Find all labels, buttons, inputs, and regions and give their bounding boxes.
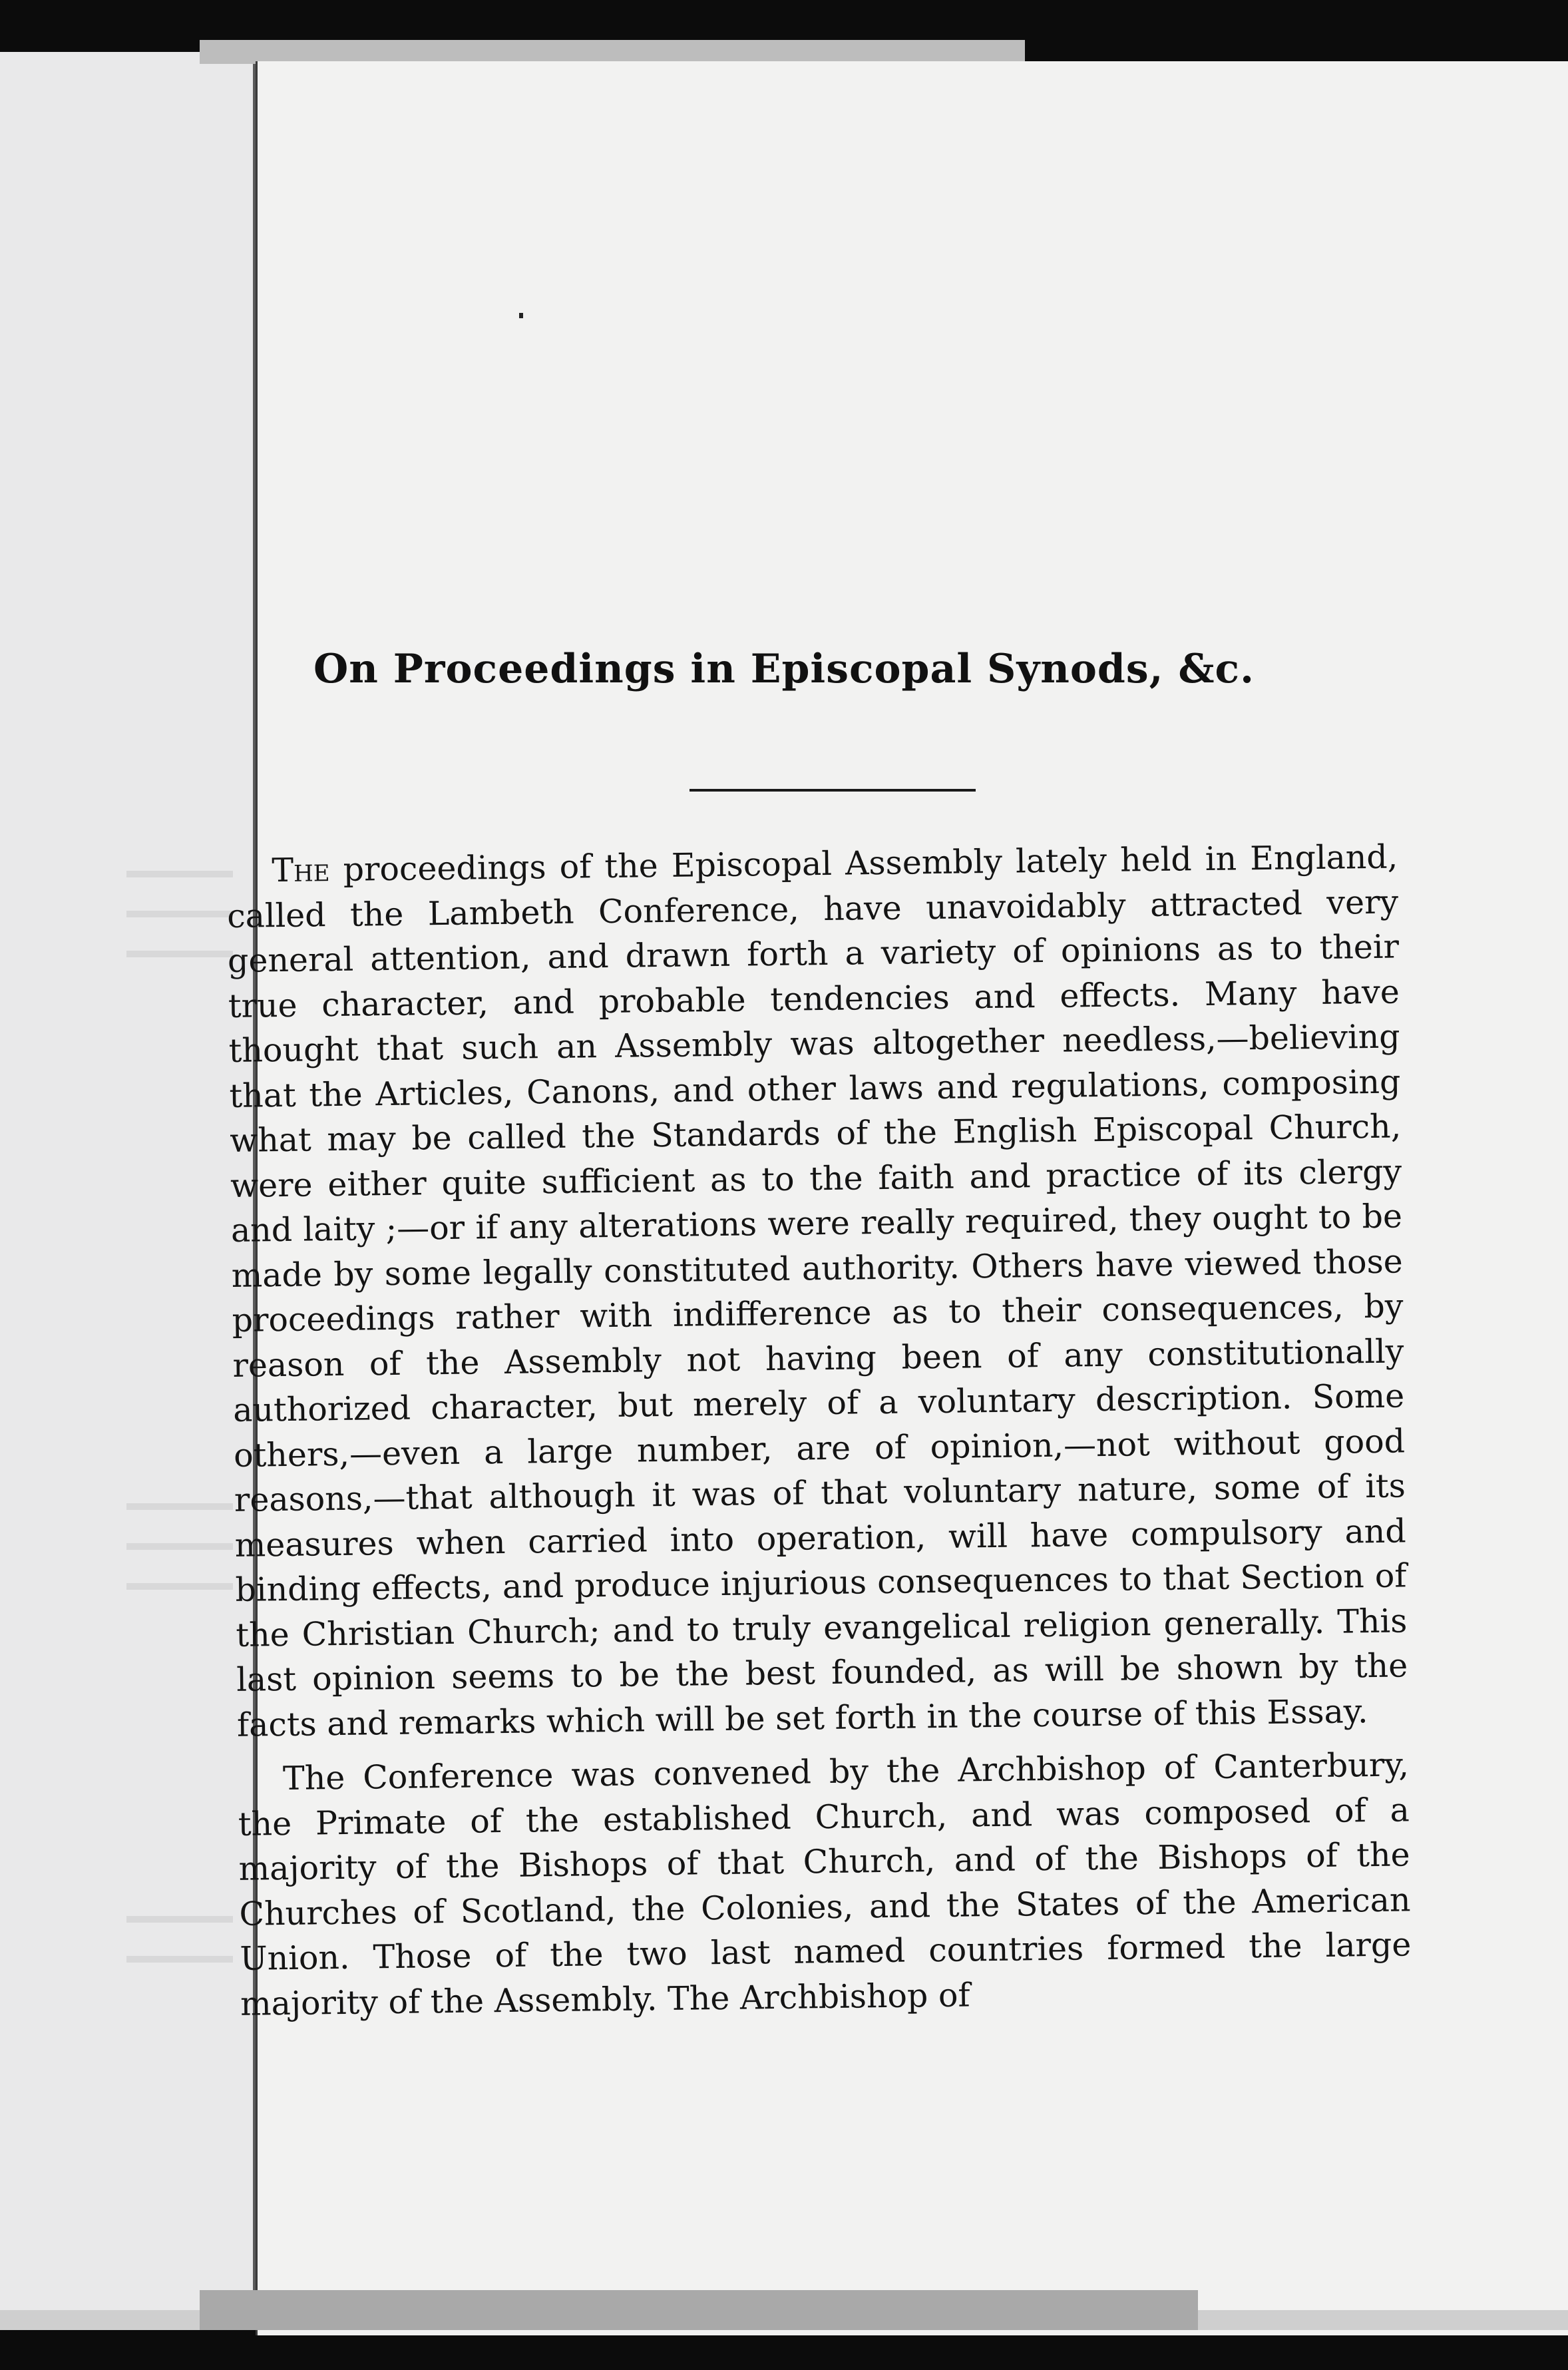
bleed-through-line — [126, 1503, 233, 1510]
bleed-through-line — [126, 871, 233, 877]
paragraph-lead: The — [272, 851, 330, 890]
previous-leaf-edge — [0, 52, 256, 2329]
top-page-edge — [200, 40, 1025, 64]
bottom-page-edge-shadow — [200, 2290, 1198, 2330]
body-text — [226, 834, 1412, 2026]
bleed-through-line — [126, 1956, 233, 1963]
paragraph-1 — [226, 834, 1408, 1747]
bleed-through-line — [126, 1583, 233, 1590]
bleed-through-line — [126, 911, 233, 917]
paragraph-text: The Conference was convened by the Archbishop of Canterbury, the Primate of the established Church, and was composed of a majority of the Bishops of that Church, and of the Bishops of the Churches of Scotland, the Colonies, and the States of the American Union. Those of the two last named countries formed the large majority of the Assembly. The Archbishop of — [238, 1746, 1412, 2023]
bleed-through-line — [126, 1916, 233, 1923]
paragraph-text: proceedings of the Episcopal Assembly lately held in England, called the Lambeth Conference, have unavoidably attracted very general attention, and drawn forth a variety of opinions as to their true character, and probable tendencies and effects. Many have thought that such an Assembly was altogether needless,—believing that the Articles, Canons, and other laws and regulations, composing what may be called the Standards of the English Episcopal Church, were either quite sufficient as to the faith and practice of its clergy and laity ;—or if any alterations were really required, they ought to be made by some legally constituted authority. Others have viewed those proceedings rather with indifference as to their consequences, by reason of the Assembly not having been of any constitutionally authorized character, but merely of a voluntary description. Some others,—even a large number, are of opinion,—not without good reasons,—that although it was of that voluntary nature, some of its measures when carried into operation, will have compulsory and binding effects, and produce injurious consequences to that Section of the Christian Church; and to truly evangelical religion generally. This last opinion seems to be the best founded, as will be shown by the facts and remarks which will be set forth in the course of this Essay. — [226, 837, 1408, 1744]
page-title: On Proceedings in Episcopal Synods, &c. — [313, 646, 1255, 692]
title-rule — [689, 789, 976, 792]
bleed-through-line — [126, 1543, 233, 1550]
bleed-through-line — [126, 951, 233, 957]
paragraph-2 — [238, 1742, 1412, 2026]
ink-speck — [519, 313, 523, 318]
